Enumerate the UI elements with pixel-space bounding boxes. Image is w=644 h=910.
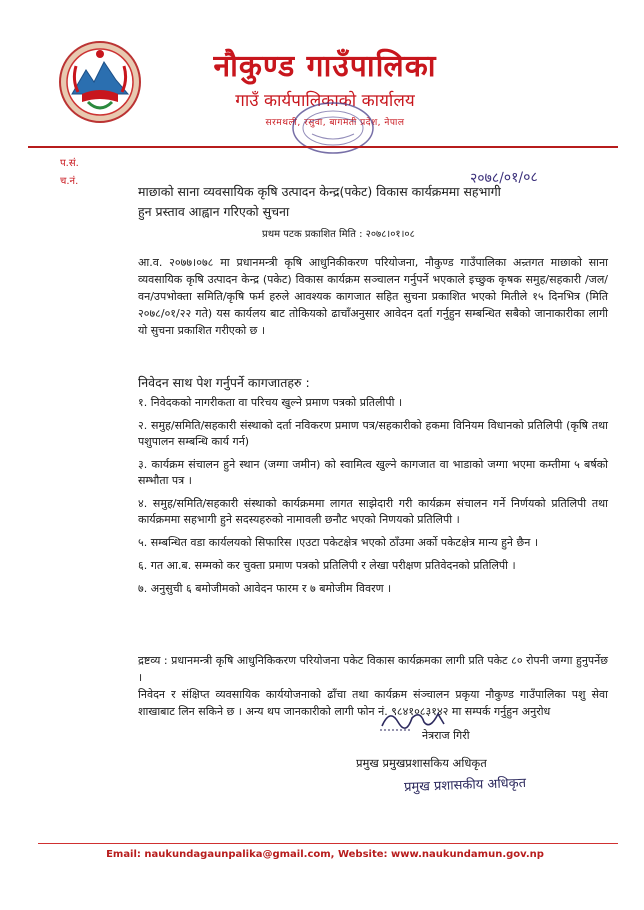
subject-line-1: माछाको साना व्यवसायिक कृषि उत्पादन केन्द्र(पकेट) विकास कार्यक्रममा सहभागी [138,184,501,199]
signer-title: प्रमुख प्रमुखप्रशासकिय अधिकृत [356,756,487,770]
document-item: ७. अनुसुची ६ बमोजीमको आवेदन फारम र ७ बमोजीम विवरण । [138,582,392,595]
letterhead-divider [28,146,618,148]
first-published-date: प्रथम पटक प्रकाशित मिति : २०७८।०१।०८ [262,229,415,240]
closing-text: निवेदन र संक्षिप्त व्यवसायिक कार्ययोजनाको ढाँचा तथा कार्यक्रम संञ्चालन प्रकृया नौकुण्ड गाउँपालिका पशु सेवा शाखाबाट लिन सकिने छ । अन्य थप जानकारीको लागी फोन नं. ९८४१०८३१४२ मा सम्पर्क गर्नुहुन अनुरोध [138,688,608,718]
nepal-emblem-icon [58,40,142,124]
note-text: द्रष्टव्य : प्रधानमन्त्री कृषि आधुनिकिकरण परियोजना पकेट विकास कार्यक्रमका लागी प्रति पकेट ८० रोपनी जग्गा हुनुपर्नेछ । [138,654,608,684]
document-item: ५. सम्बन्धित वडा कार्यलयको सिफारिस ।एउटा पकेटक्षेत्र भएको ठाँउमा अर्को पकेटक्षेत्र मान्य हुने छैन । [138,536,539,549]
document-item: १. निवेदकको नागरीकता वा परिचय खुल्ने प्रमाण पत्रको प्रतिलीपी । [138,396,403,409]
issue-date: २०७८/०१/०८ [469,169,538,187]
ref-label-chalani: च.नं. [60,176,79,187]
notice-body: आ.व. २०७७।०७८ मा प्रधानमन्त्री कृषि आधुनिकीकरण परियोजना, नौकुण्ड गाउँपालिका अन्र्तगत माछाको साना व्यवसायिक कृषि उत्पादन केन्द्र (पकेट) विकास कार्यक्रम सञ्चालन गर्नुपर्ने भएकाले इच्छुक कृषक समुह/सहकारी /जल/वन/उपभोक्ता समिति/कृषि फर्म हरुले आवश्यक कागजात सहित सुचना प्रकाशित भएको मितीले १५ दिनभित्र (मिति २०७८/०१/२२ गते) यस कार्यलय बाट तोकियको ढाचाँअनुसार आवेदन दर्ता गर्नुहुन सम्बन्धित सबैको जानाकारीका लागी यो सुचना प्रकाशित गरीएको छ । [138,256,608,337]
documents-list [138,395,608,604]
office-name: गाउँ कार्यपालिकाको कार्यालय [235,91,415,111]
document-item: ४. समुह/समिति/सहकारी संस्थाको कार्यक्रममा लागत साझेदारी गरी कार्यक्रम संचालन गर्ने निर्णयको प्रतिलिपी तथा कार्यक्रममा सहभागी हुने सदस्यहरुको नामावली छनौट भएको निणयको प्रतिलिपी । [138,497,608,526]
footer-divider [38,843,618,844]
document-item: २. समुह/समिति/सहकारी संस्थाको दर्ता नविकरण प्रमाण पत्र/सहकारीको हकमा विनियम विधानको प्रतिलिपी (कृषि तथा पशुपालन सम्बन्धि कार्य गर्न) [138,419,608,448]
footer-contact: Email: naukundagaunpalika@gmail.com, Website: www.naukundamun.gov.np [106,849,544,860]
document-item: ३. कार्यक्रम संचालन हुने स्थान (जग्गा जमीन) को स्वामित्व खुल्ने कागजात वा भाडाको जग्गा भएमा कम्तीमा ५ बर्षको सम्भौता पत्र । [138,458,608,487]
subject-line-2: हुन प्रस्ताव आह्वान गरिएको सुचना [138,204,290,219]
notice-subject [138,182,598,222]
signer-stamp: प्रमुख प्रशासकीय अधिकृत [403,775,527,796]
signer-name: नेत्रराज गिरी [422,729,470,742]
documents-title: निवेदन साथ पेश गर्नुपर्ने कागजातहरु : [138,375,310,390]
office-address: सरमथली, रसुवा, बागमती प्रदेश, नेपाल [265,118,405,128]
ref-label-patra: प.सं. [60,158,79,169]
org-name: नौकुण्ड गाउँपालिका [213,49,437,84]
document-item: ६. गत आ.ब. सम्मको कर चुक्ता प्रमाण पत्रको प्रतिलिपी र लेखा परीक्षण प्रतिवेदनको प्रतिलिपी । [138,559,516,572]
